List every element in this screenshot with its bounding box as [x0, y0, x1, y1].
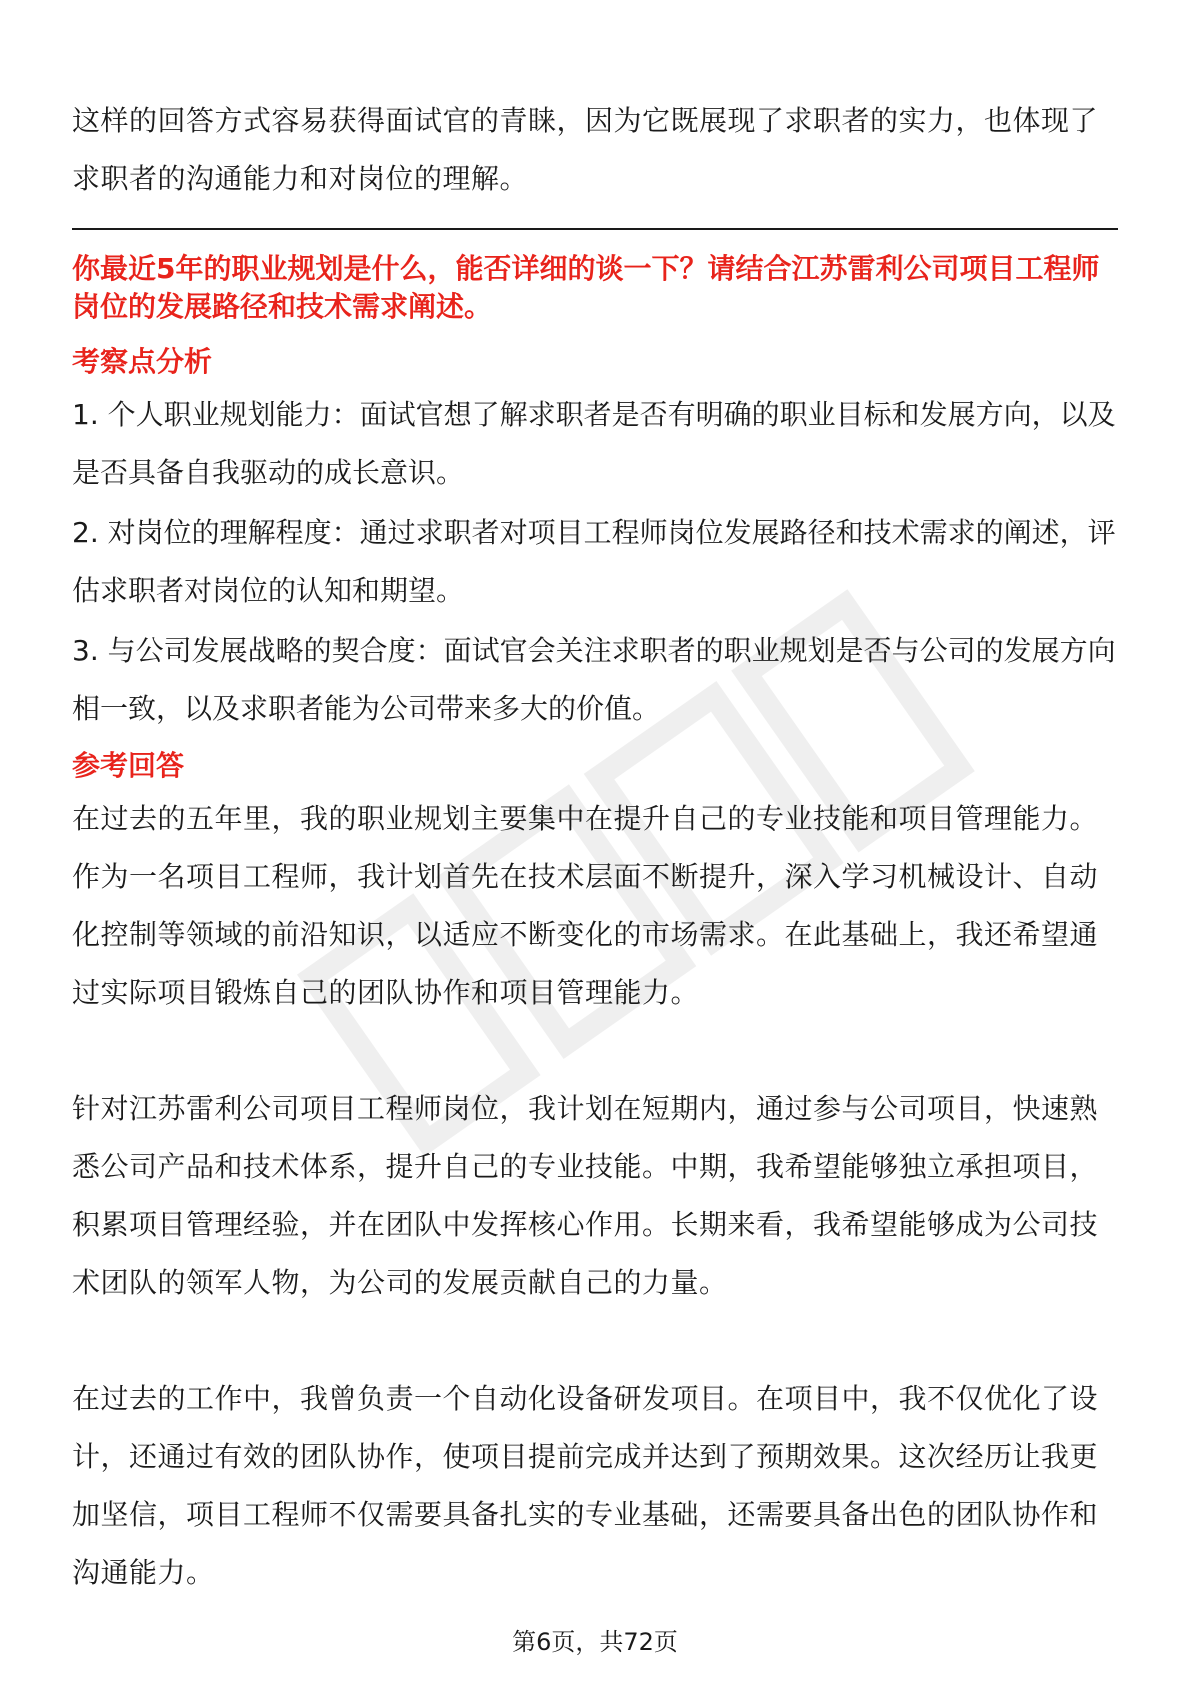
analysis-item: 3. 与公司发展战略的契合度：面试官会关注求职者的职业规划是否与公司的发展方向相一致，以及求职者能为公司带来多大的价值。 [72, 634, 1116, 725]
paragraph-gap [72, 1022, 1118, 1080]
document-page [72, 92, 1118, 1602]
question-heading: 你最近5年的职业规划是什么，能否详细的谈一下？请结合江苏雷利公司项目工程师岗位的发展路径和技术需求阐述。 [72, 252, 1100, 323]
answer-paragraph: 针对江苏雷利公司项目工程师岗位，我计划在短期内，通过参与公司项目，快速熟悉公司产品和技术体系，提升自己的专业技能。中期，我希望能够独立承担项目，积累项目管理经验，并在团队中发挥核心作用。长期来看，我希望能够成为公司技术团队的领军人物，为公司的发展贡献自己的力量。 [72, 1092, 1099, 1299]
analysis-item: 2. 对岗位的理解程度：通过求职者对项目工程师岗位发展路径和技术需求的阐述，评估求职者对岗位的认知和期望。 [72, 516, 1116, 607]
section-divider [72, 228, 1118, 230]
answer-title: 参考回答 [72, 749, 185, 782]
analysis-title: 考察点分析 [72, 345, 213, 378]
page-number: 第6页，共72页 [512, 1628, 678, 1656]
paragraph-gap [72, 1312, 1118, 1370]
answer-paragraph: 在过去的工作中，我曾负责一个自动化设备研发项目。在项目中，我不仅优化了设计，还通过有效的团队协作，使项目提前完成并达到了预期效果。这次经历让我更加坚信，项目工程师不仅需要具备扎实的专业基础，还需要具备出色的团队协作和沟通能力。 [72, 1382, 1099, 1589]
intro-paragraph: 这样的回答方式容易获得面试官的青睐，因为它既展现了求职者的实力，也体现了求职者的沟通能力和对岗位的理解。 [72, 104, 1099, 195]
answer-paragraph: 在过去的五年里，我的职业规划主要集中在提升自己的专业技能和项目管理能力。作为一名项目工程师，我计划首先在技术层面不断提升，深入学习机械设计、自动化控制等领域的前沿知识，以适应不断变化的市场需求。在此基础上，我还希望通过实际项目锻炼自己的团队协作和项目管理能力。 [72, 802, 1099, 1009]
analysis-item: 1. 个人职业规划能力：面试官想了解求职者是否有明确的职业目标和发展方向，以及是否具备自我驱动的成长意识。 [72, 398, 1116, 489]
